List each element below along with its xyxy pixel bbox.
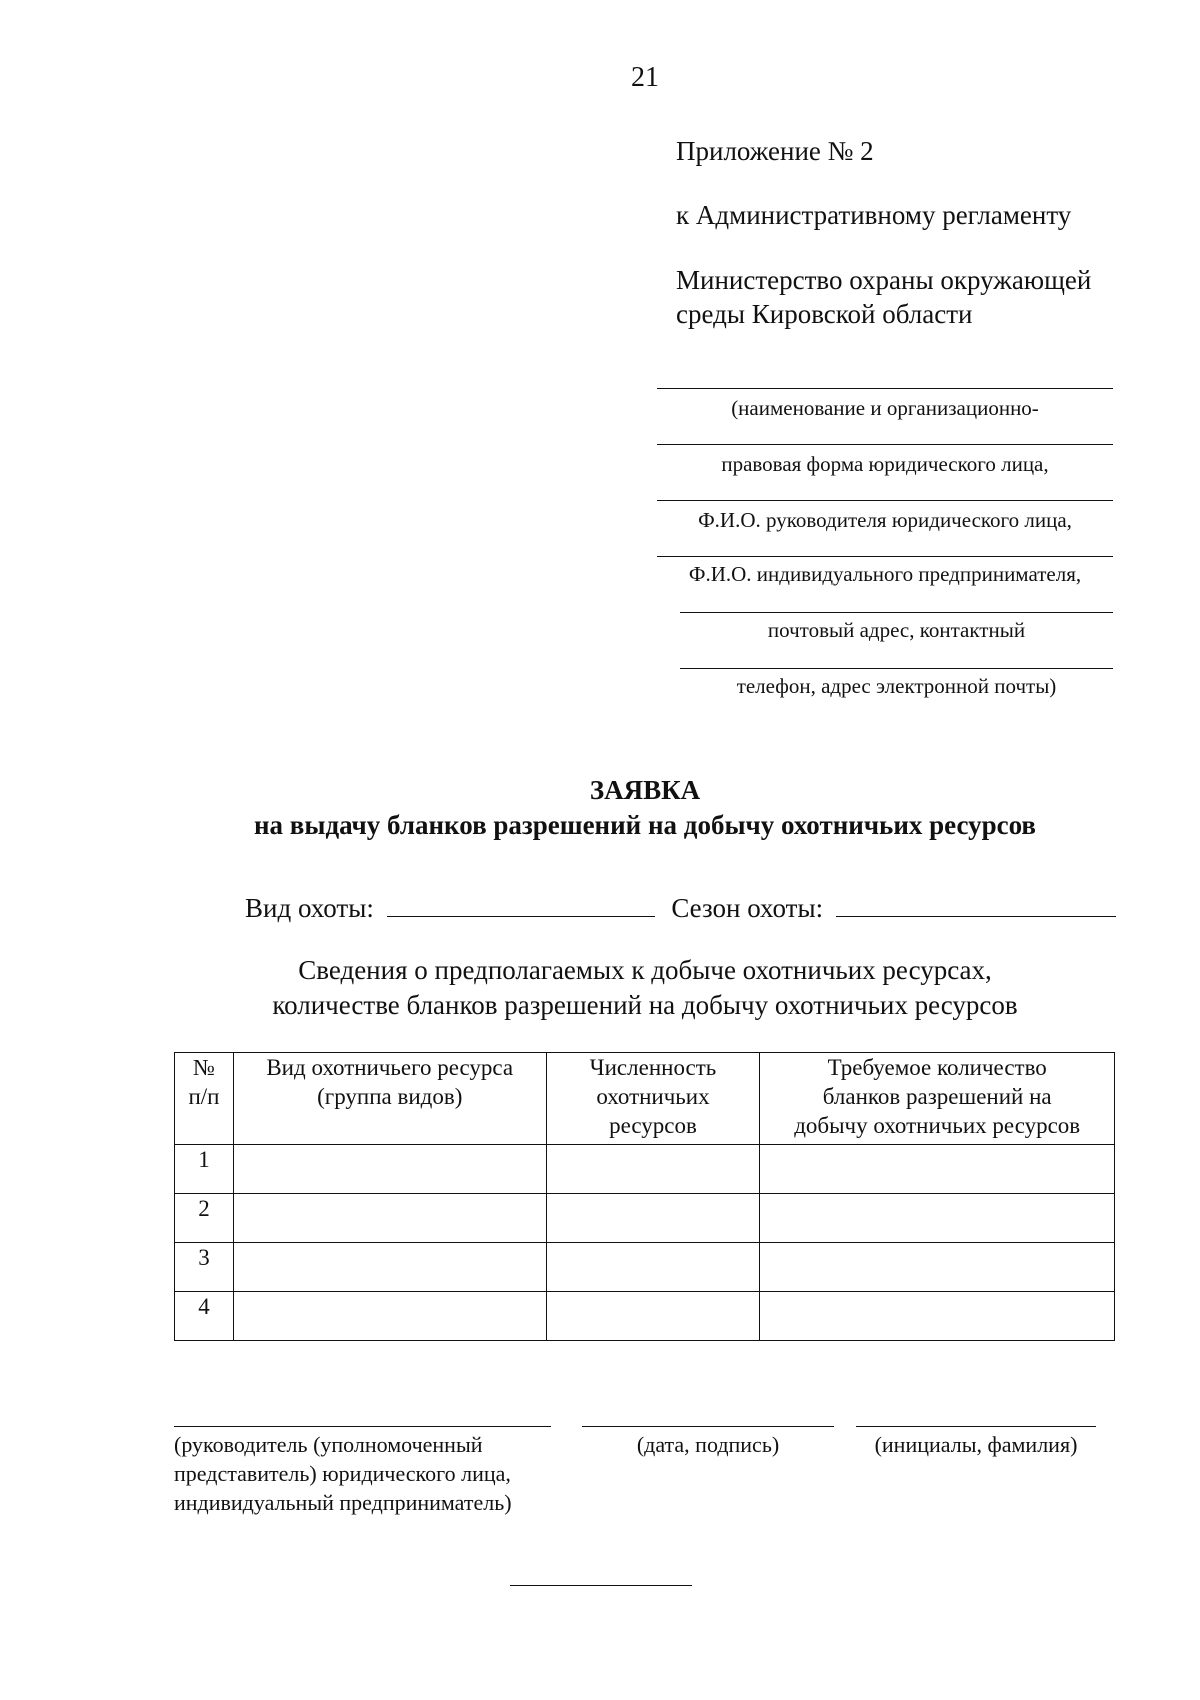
page-number: 21: [631, 62, 659, 93]
date-signature-line: [582, 1426, 834, 1427]
row-number: 1: [175, 1145, 234, 1194]
blanks-required-cell[interactable]: [760, 1243, 1115, 1292]
applicant-line: [657, 556, 1113, 557]
resource-count-cell[interactable]: [546, 1194, 760, 1243]
end-divider: [510, 1585, 692, 1586]
initials-signature-line: [856, 1426, 1096, 1427]
head-signature-line: [174, 1426, 551, 1427]
table-row: [175, 1292, 1115, 1341]
ministry-name-line2: среды Кировской области: [676, 299, 973, 329]
resources-table: [174, 1052, 1115, 1341]
table-header-row: [175, 1053, 1115, 1145]
header-resource-count: Численность охотничьих ресурсов: [546, 1053, 760, 1145]
applicant-line: [680, 612, 1113, 613]
initials-caption: (инициалы, фамилия): [874, 1432, 1078, 1457]
applicant-caption: Ф.И.О. руководителя юридического лица,: [698, 508, 1072, 532]
resource-kind-cell[interactable]: [233, 1194, 546, 1243]
table-row: [175, 1194, 1115, 1243]
header-blanks-required: Требуемое количество бланков разрешений на добычу охотничьих ресурсов: [760, 1053, 1115, 1145]
info-heading-line2: количестве бланков разрешений на добычу охотничьих ресурсов: [272, 990, 1018, 1020]
applicant-caption: (наименование и организационно-: [731, 396, 1039, 420]
hunt-type-field[interactable]: [387, 890, 655, 917]
document-subtitle: на выдачу бланков разрешений на добычу охотничьих ресурсов: [254, 810, 1036, 840]
table-row: [175, 1145, 1115, 1194]
hunt-fields-row: [245, 890, 1116, 924]
blanks-required-cell[interactable]: [760, 1292, 1115, 1341]
hunt-season-label: Сезон охоты:: [671, 893, 824, 923]
row-number: 3: [175, 1243, 234, 1292]
resource-count-cell[interactable]: [546, 1292, 760, 1341]
resource-count-cell[interactable]: [546, 1243, 760, 1292]
blanks-required-cell[interactable]: [760, 1145, 1115, 1194]
resource-kind-cell[interactable]: [233, 1145, 546, 1194]
date-signature-caption: (дата, подпись): [636, 1432, 780, 1457]
applicant-caption: почтовый адрес, контактный: [767, 618, 1026, 642]
applicant-line: [657, 500, 1113, 501]
hunt-season-field[interactable]: [836, 890, 1116, 917]
blanks-required-cell[interactable]: [760, 1194, 1115, 1243]
head-caption: (руководитель (уполномоченный представитель) юридического лица, индивидуальный предприниматель): [174, 1432, 512, 1515]
applicant-line: [657, 388, 1113, 389]
info-heading-line1: Сведения о предполагаемых к добыче охотничьих ресурсах,: [298, 955, 992, 985]
ministry-name-line1: Министерство охраны окружающей: [676, 265, 1092, 295]
table-row: [175, 1243, 1115, 1292]
header-resource-kind: Вид охотничьего ресурса (группа видов): [233, 1053, 546, 1145]
resource-count-cell[interactable]: [546, 1145, 760, 1194]
hunt-type-label: Вид охоты:: [245, 893, 374, 923]
regulation-reference: к Административному регламенту: [676, 200, 1072, 230]
row-number: 4: [175, 1292, 234, 1341]
appendix-title: Приложение № 2: [676, 136, 874, 166]
resource-kind-cell[interactable]: [233, 1243, 546, 1292]
row-number: 2: [175, 1194, 234, 1243]
applicant-caption: правовая форма юридического лица,: [721, 452, 1049, 476]
document-title: ЗАЯВКА: [589, 775, 701, 805]
header-number: № п/п: [175, 1053, 234, 1145]
applicant-caption: телефон, адрес электронной почты): [736, 674, 1057, 698]
resource-kind-cell[interactable]: [233, 1292, 546, 1341]
applicant-line: [680, 668, 1113, 669]
applicant-caption: Ф.И.О. индивидуального предпринимателя,: [688, 562, 1082, 586]
applicant-line: [657, 444, 1113, 445]
